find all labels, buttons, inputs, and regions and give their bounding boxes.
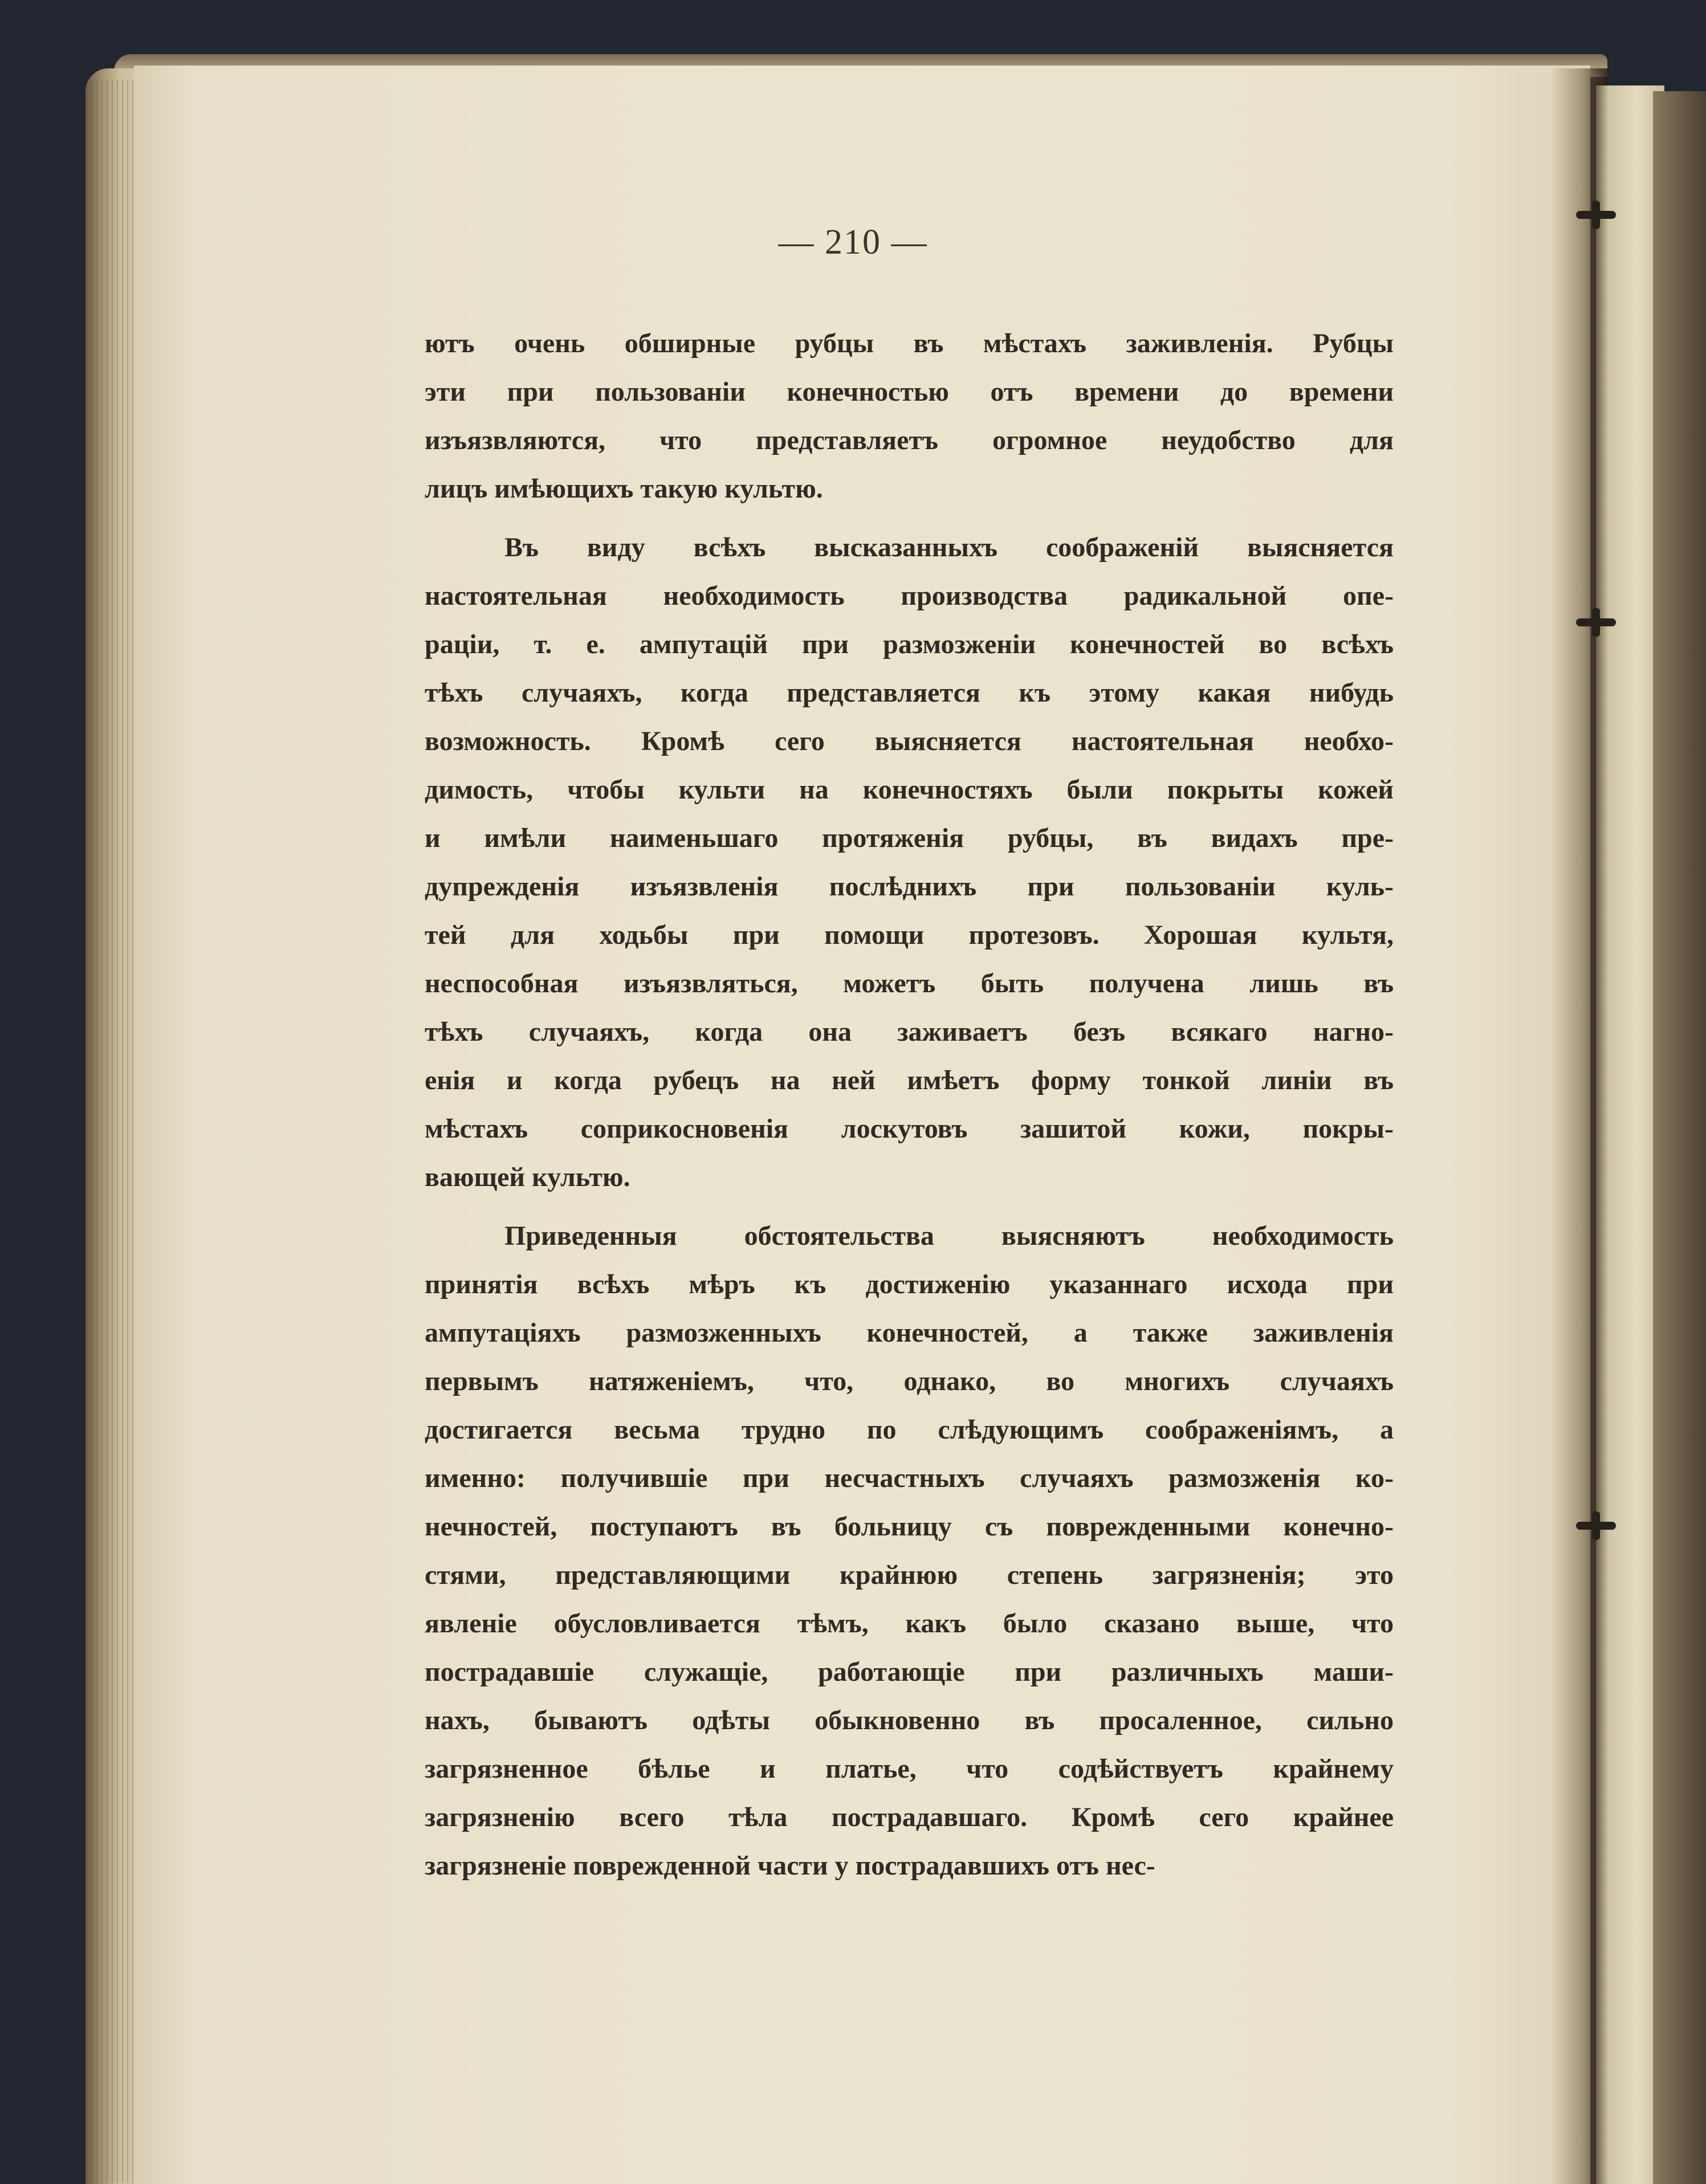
text-line: Приведенныя обстоятельства выясняютъ необходимость [504, 1221, 1394, 1251]
text-line: возможность. Кромѣ сего выясняется настоятельная необхо- [425, 726, 1394, 756]
text-line: мѣстахъ соприкосновенія лоскутовъ зашитой кожи, покры- [425, 1114, 1394, 1144]
text-line: достигается весьма трудно по слѣдующимъ соображеніямъ, а [425, 1415, 1394, 1445]
paragraph [425, 319, 1394, 513]
text-line: ютъ очень обширные рубцы въ мѣстахъ заживленія. Рубцы [425, 328, 1394, 358]
page-text [425, 319, 1394, 1890]
text-line: именно: получившіе при несчастныхъ случаяхъ размозженія ко- [425, 1463, 1394, 1493]
text-line: первымъ натяженіемъ, что, однако, во многихъ случаяхъ [425, 1366, 1394, 1396]
text-line: принятія всѣхъ мѣръ къ достиженію указаннаго исхода при [425, 1269, 1394, 1299]
paragraph-gap [425, 513, 1394, 523]
paragraph [425, 1212, 1394, 1890]
text-line: лицъ имѣющихъ такую культю. [425, 474, 823, 504]
text-line: загрязненіе поврежденной части у пострадавшихъ отъ нес- [425, 1851, 1155, 1881]
text-line: изъязвляются, что представляетъ огромное неудобство для [425, 425, 1394, 455]
facing-page-stack [1653, 91, 1706, 2184]
text-line: нахъ, бываютъ одѣты обыкновенно въ просаленное, сильно [425, 1705, 1394, 1735]
text-line: стями, представляющими крайнюю степень загрязненія; это [425, 1560, 1394, 1590]
text-line: вающей культю. [425, 1162, 630, 1192]
binding-stitch [1576, 618, 1616, 626]
binding-stitch [1576, 211, 1616, 219]
text-line: енія и когда рубецъ на ней имѣетъ форму тонкой линіи въ [425, 1065, 1394, 1095]
text-line: раціи, т. е. ампутацій при размозженіи конечностей во всѣхъ [425, 629, 1394, 659]
text-line: Въ виду всѣхъ высказанныхъ соображеній выясняется [504, 532, 1394, 563]
text-line: загрязненное бѣлье и платье, что содѣйствуетъ крайнему [425, 1754, 1394, 1784]
page-number: — 210 — [778, 223, 928, 262]
text-line: дупрежденія изъязвленія послѣднихъ при пользованіи куль- [425, 871, 1394, 902]
binding-stitch [1576, 1522, 1616, 1530]
text-line: и имѣли наименьшаго протяженія рубцы, въ видахъ пре- [425, 823, 1394, 853]
text-line: настоятельная необходимость производства радикальной опе- [425, 581, 1394, 611]
text-line: димость, чтобы культи на конечностяхъ были покрыты кожей [425, 775, 1394, 805]
text-line: загрязненію всего тѣла пострадавшаго. Кромѣ сего крайнее [425, 1802, 1394, 1832]
text-line: эти при пользованіи конечностью отъ времени до времени [425, 377, 1394, 407]
paragraph [425, 523, 1394, 1201]
text-line: нечностей, поступаютъ въ больницу съ поврежденными конечно- [425, 1511, 1394, 1542]
text-line: тѣхъ случаяхъ, когда она заживаетъ безъ всякаго нагно- [425, 1017, 1394, 1047]
text-line: неспособная изъязвляться, можетъ быть получена лишь въ [425, 968, 1394, 999]
text-line: явленіе обусловливается тѣмъ, какъ было сказано выше, что [425, 1608, 1394, 1639]
text-line: ампутаціяхъ размозженныхъ конечностей, а также заживленія [425, 1318, 1394, 1348]
text-line: тѣхъ случаяхъ, когда представляется къ этому какая нибудь [425, 678, 1394, 708]
text-line: пострадавшіе служащіе, работающіе при различныхъ маши- [425, 1657, 1394, 1687]
text-line: тей для ходьбы при помощи протезовъ. Хорошая культя, [425, 920, 1394, 950]
paragraph-gap [425, 1201, 1394, 1212]
